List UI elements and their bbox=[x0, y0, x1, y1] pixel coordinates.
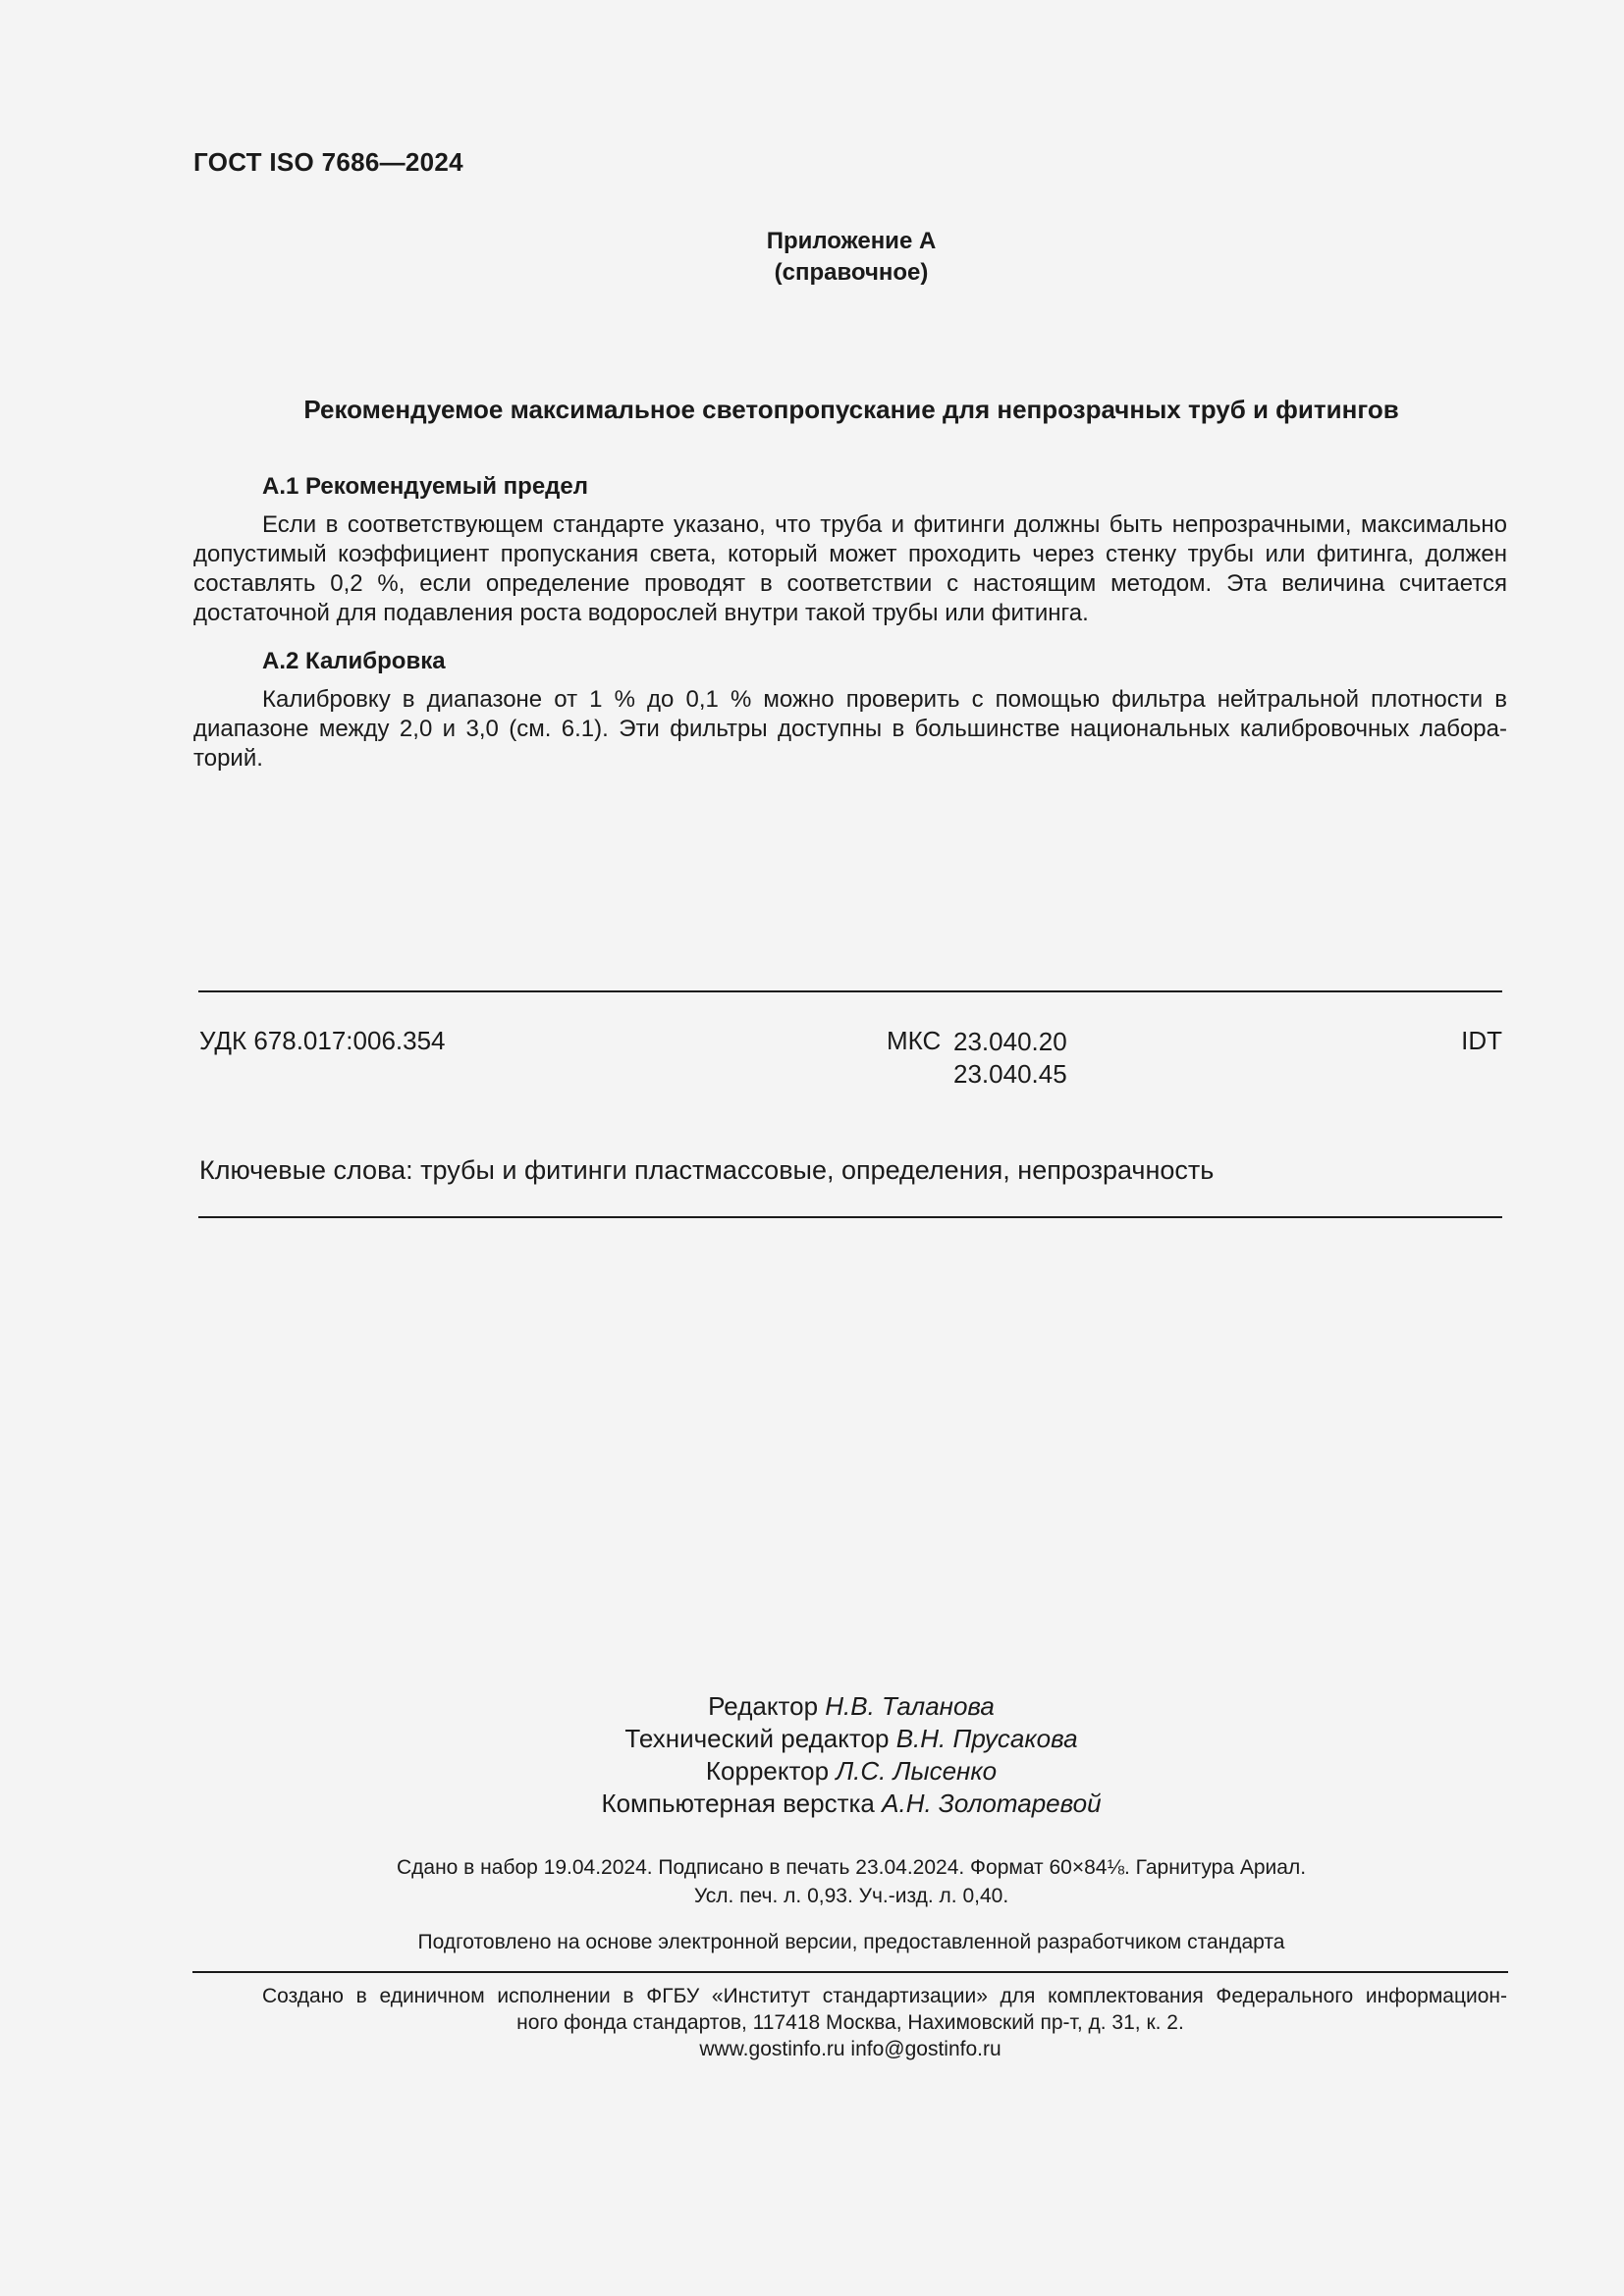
appendix-heading bbox=[0, 226, 1624, 289]
prepared-note: Подготовлено на основе электронной версии, предоставленной разработчиком стандарта bbox=[417, 1931, 1285, 1953]
credit-layout: Компьютерная верстка А.Н. Золотаревой bbox=[601, 1789, 1102, 1818]
section-text-a2: Калибровку в диапазоне от 1 % до 0,1 % можно проверить с помощью фильтра нейтральной плотности в диапазоне между 2,0 и 3,0 (см. 6.1). Эти фильтры доступны в большинстве национальных калибровочных лабораторий. bbox=[193, 686, 1507, 772]
print-info-line1: Сдано в набор 19.04.2024. Подписано в печать 23.04.2024. Формат 60×84⅛. Гарнитура Ариал. bbox=[396, 1856, 1307, 1879]
mks-label: МКС bbox=[887, 1026, 942, 1055]
appendix-title: Рекомендуемое максимальное светопропускание для непрозрачных труб и фитингов bbox=[303, 395, 1399, 424]
divider-bottom bbox=[198, 1216, 1502, 1218]
created-line2: ного фонда стандартов, 117418 Москва, Нахимовский пр-т, д. 31, к. 2. bbox=[516, 2011, 1184, 2034]
idt-mark: IDT bbox=[1461, 1026, 1502, 1055]
credit-tech-editor: Технический редактор В.Н. Прусакова bbox=[624, 1724, 1078, 1753]
print-info-line2: Усл. печ. л. 0,93. Уч.-изд. л. 0,40. bbox=[693, 1885, 1009, 1907]
appendix-type: (справочное) bbox=[774, 259, 929, 286]
credits-block bbox=[0, 1690, 1624, 1820]
section-heading-a2: А.2 Калибровка bbox=[262, 648, 446, 674]
section-heading-a1: А.1 Рекомендуемый предел bbox=[262, 473, 589, 500]
appendix-label: Приложение А bbox=[766, 228, 937, 254]
created-line1: Создано в единичном исполнении в ФГБУ «Институт стандартизации» для комплектования Федерального информацион- bbox=[262, 1985, 1507, 2007]
mks-code-2: 23.040.45 bbox=[953, 1059, 1067, 1089]
mks-codes bbox=[953, 1026, 1067, 1091]
print-info bbox=[0, 1853, 1624, 1910]
udk-code: УДК 678.017:006.354 bbox=[199, 1026, 446, 1055]
mks-code-1: 23.040.20 bbox=[953, 1027, 1067, 1056]
credit-corrector: Корректор Л.С. Лысенко bbox=[705, 1756, 998, 1786]
document-id: ГОСТ ISO 7686—2024 bbox=[193, 147, 463, 177]
divider-top bbox=[198, 990, 1502, 992]
keywords: Ключевые слова: трубы и фитинги пластмассовые, определения, непрозрачность bbox=[199, 1155, 1215, 1185]
credit-editor: Редактор Н.В. Таланова bbox=[708, 1691, 995, 1721]
section-text-a1: Если в соответствующем стандарте указано, что труба и фитинги должны быть непрозрачными, максимально допустимый коэффициент пропускания света, который может проходить через стенку трубы или фитинга, должен составлять 0,2 %, если определение проводят в соответствии с настоящим методом. Эта величина считается достаточной для подавления роста водорослей внутри такой трубы или фитинга. bbox=[193, 511, 1507, 626]
divider-footer bbox=[192, 1971, 1508, 1973]
created-line3: www.gostinfo.ru info@gostinfo.ru bbox=[699, 2038, 1001, 2060]
created-note bbox=[262, 1983, 1507, 2062]
